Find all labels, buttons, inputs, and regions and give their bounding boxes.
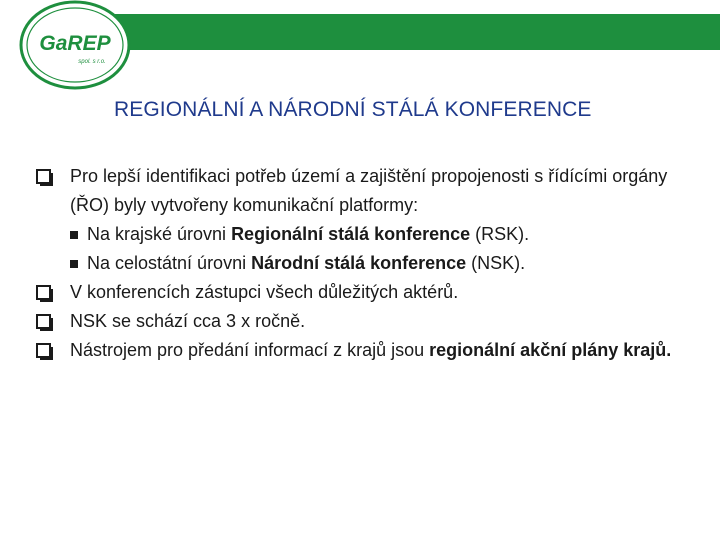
checkbox-bullet-icon	[36, 314, 51, 329]
garep-logo	[18, 0, 132, 90]
checkbox-bullet-icon	[36, 169, 51, 184]
bullet-list	[36, 162, 696, 365]
bullet-item	[36, 162, 696, 220]
page-title: REGIONÁLNÍ A NÁRODNÍ STÁLÁ KONFERENCE	[114, 98, 592, 121]
bullet-text: NSK se schází cca 3 x ročně.	[70, 311, 306, 331]
bullet-item	[36, 336, 696, 365]
bullet-item	[36, 278, 696, 307]
checkbox-bullet-icon	[36, 285, 51, 300]
bullet-text: Nástrojem pro předání informací z krajů jsou regionální akční plány krajů.	[70, 340, 672, 360]
checkbox-bullet-icon	[36, 343, 51, 358]
bullet-text: Pro lepší identifikaci potřeb území a zajištění propojenosti s řídícími orgány (ŘO) byly vytvořeny komunikační platformy:	[70, 166, 668, 215]
sub-bullet-item	[36, 249, 696, 278]
bullet-text: V konferencích zástupci všech důležitých aktérů.	[70, 282, 459, 302]
sub-bullet-text: Na celostátní úrovni Národní stálá konference (NSK).	[87, 253, 526, 273]
sub-bullet-item	[36, 220, 696, 249]
bullet-item	[36, 307, 696, 336]
sub-bullet-text: Na krajské úrovni Regionální stálá konference (RSK).	[87, 224, 530, 244]
header-bar	[115, 14, 720, 50]
logo-text: GaREP	[39, 32, 111, 55]
square-bullet-icon	[70, 260, 78, 268]
square-bullet-icon	[70, 231, 78, 239]
logo-subtext: spol. s r.o.	[78, 59, 106, 65]
